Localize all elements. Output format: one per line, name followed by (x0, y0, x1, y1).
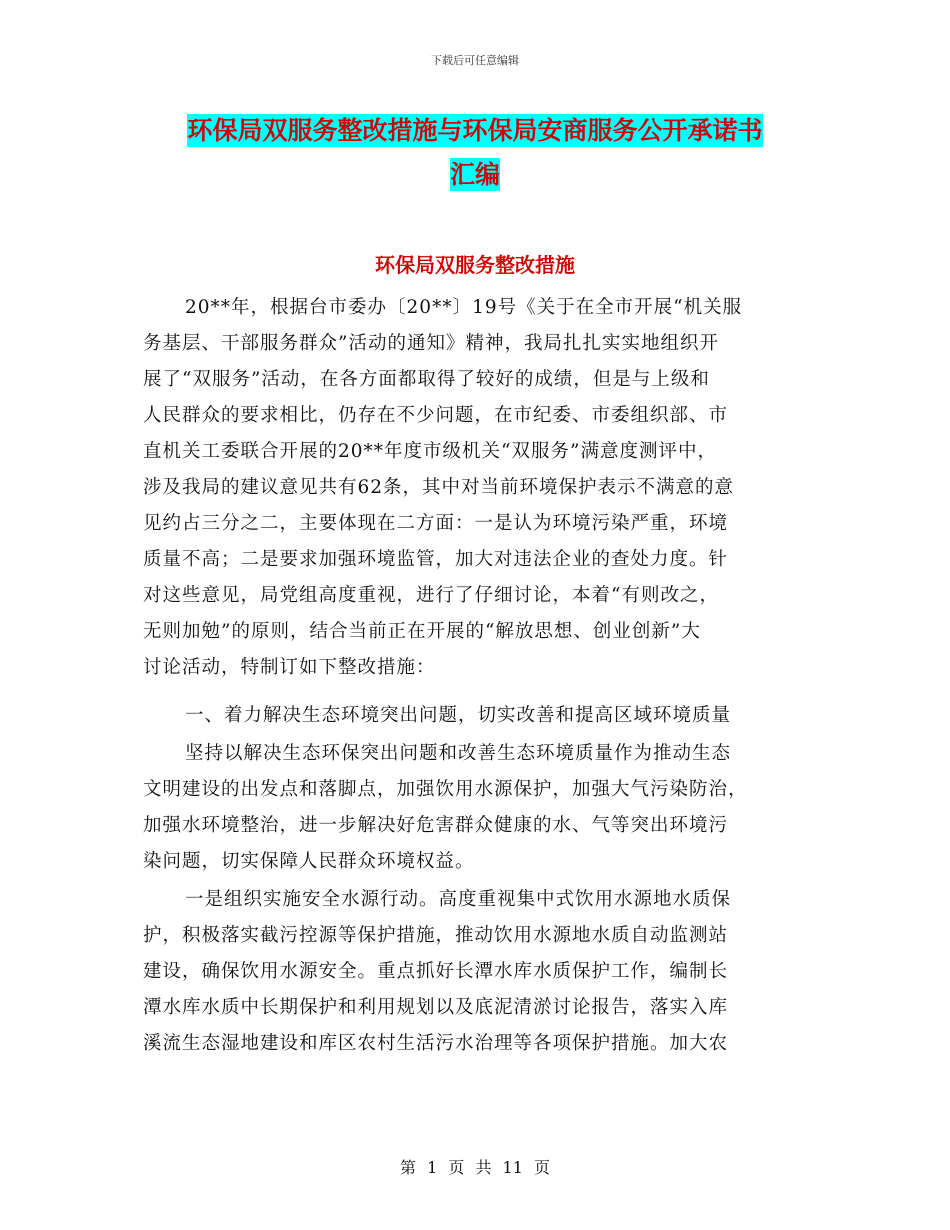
body-line: 护，积极落实截污控源等保护措施，推动饮用水源地水质自动监测站 (143, 925, 729, 946)
body-line: 见约占三分之二，主要体现在二方面：一是认为环境污染严重，环境 (143, 513, 729, 534)
body-line: 质量不高；二是要求加强环境监管，加大对违法企业的查处力度。针 (143, 549, 729, 570)
section-title: 环保局双服务整改措施 (375, 253, 575, 277)
body-line: 讨论活动，特制订如下整改措施： (143, 657, 436, 678)
body-line: 一、着力解决生态环境突出问题，切实改善和提高区域环境质量 (185, 705, 732, 726)
document-title-line-2 (0, 160, 950, 190)
body-line: 展了“双服务”活动，在各方面都取得了较好的成绩，但是与上级和 (143, 369, 710, 390)
body-line: 直机关工委联合开展的20**年度市级机关“双服务”满意度测评中， (143, 441, 717, 462)
body-line: 加强水环境整治，进一步解决好危害群众健康的水、气等突出环境污 (143, 815, 729, 836)
body-line: 无则加勉”的原则，结合当前正在开展的“解放思想、创业创新”大 (143, 621, 701, 642)
body-line: 对这些意见，局党组高度重视，进行了仔细讨论，本着“有则改之， (143, 585, 719, 606)
title-highlight: 汇编 (449, 160, 500, 189)
body-line: 潭水库水质中长期保护和利用规划以及底泥清淤讨论报告，落实入库 (143, 997, 729, 1018)
document-title-line-1 (0, 116, 950, 146)
body-line: 溪流生态湿地建设和库区农村生活污水治理等各项保护措施。加大农 (143, 1033, 729, 1054)
page-footer: 第 1 页 共 11 页 (400, 1158, 550, 1177)
body-line: 务基层、干部服务群众”活动的通知》精神，我局扎扎实实地组织开 (143, 333, 719, 354)
body-line: 涉及我局的建议意见共有62条，其中对当前环境保护表示不满意的意 (143, 477, 735, 498)
body-line: 人民群众的要求相比，仍存在不少问题，在市纪委、市委组织部、市 (143, 405, 729, 426)
body-line: 20**年，根据台市委办〔20**〕19号《关于在全市开展“机关服 (185, 297, 743, 318)
body-line: 建设，确保饮用水源安全。重点抓好长潭水库水质保护工作，编制长 (143, 961, 729, 982)
body-line: 文明建设的出发点和落脚点，加强饮用水源保护，加强大气污染防治， (143, 779, 748, 800)
body-line: 坚持以解决生态环保突出问题和改善生态环境质量作为推动生态 (185, 743, 732, 764)
body-line: 一是组织实施安全水源行动。高度重视集中式饮用水源地水质保 (185, 889, 732, 910)
header-note: 下载后可任意编辑 (431, 54, 519, 67)
body-line: 染问题，切实保障人民群众环境权益。 (143, 851, 475, 872)
title-highlight: 环保局双服务整改措施与环保局安商服务公开承诺书 (187, 116, 763, 145)
